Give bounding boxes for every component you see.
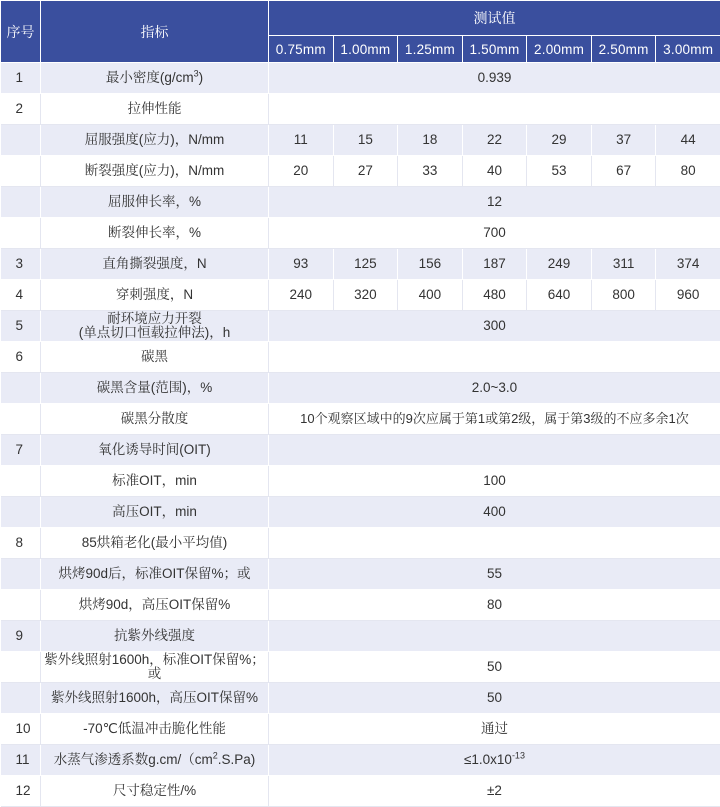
value-cell-all	[269, 528, 720, 559]
indicator-label: 抗紫外线强度	[114, 628, 195, 643]
indicator-label: 氧化诱导时间(OIT)	[98, 442, 211, 457]
indicator-label: -70℃低温冲击脆化性能	[83, 721, 226, 736]
row-indicator-name	[41, 466, 269, 497]
indicator-label: 85烘箱老化(最小平均值)	[82, 535, 228, 550]
indicator-label: 断裂强度(应力)，N/mm	[85, 163, 224, 178]
row-number	[1, 404, 41, 435]
value-cell: 125	[333, 249, 398, 280]
row-indicator-name	[41, 497, 269, 528]
table-row	[1, 745, 720, 776]
value-cell-all	[269, 218, 720, 249]
indicator-label-line2: (单点切口恒载拉伸法)，h	[79, 325, 231, 340]
row-number: 2	[1, 94, 41, 125]
value-cell: 15	[333, 125, 398, 156]
row-number: 3	[1, 249, 41, 280]
row-indicator-name	[41, 249, 269, 280]
header-thickness: 2.00mm	[527, 36, 592, 63]
table-row	[1, 559, 720, 590]
header-thickness: 1.50mm	[462, 36, 527, 63]
indicator-label: 水蒸气渗透系数g.cm/（cm	[54, 752, 213, 767]
table-row	[1, 63, 720, 94]
row-indicator-name	[41, 63, 269, 94]
table-row	[1, 497, 720, 528]
table-row	[1, 652, 720, 683]
row-indicator-name	[41, 125, 269, 156]
row-indicator-name	[41, 311, 269, 342]
table-row	[1, 404, 720, 435]
value-cell: 640	[527, 280, 592, 311]
indicator-label: 碳黑	[141, 349, 168, 364]
row-indicator-name	[41, 94, 269, 125]
value-cell: 27	[333, 156, 398, 187]
table-row	[1, 435, 720, 466]
row-indicator-name	[41, 187, 269, 218]
row-indicator-name	[41, 342, 269, 373]
indicator-label: 屈服强度(应力)，N/mm	[85, 132, 224, 147]
indicator-label: 断裂伸长率，%	[108, 225, 201, 240]
indicator-superscript: 3	[194, 69, 199, 79]
indicator-label-suffix: .S.Pa)	[218, 752, 256, 767]
row-indicator-name	[41, 590, 269, 621]
value-cell: 40	[462, 156, 527, 187]
row-number	[1, 466, 41, 497]
table-row	[1, 528, 720, 559]
row-indicator-name	[41, 745, 269, 776]
row-number	[1, 559, 41, 590]
row-indicator-name	[41, 280, 269, 311]
indicator-label: 高压OIT，min	[112, 504, 197, 519]
indicator-label: 穿刺强度，N	[116, 287, 193, 302]
indicator-label: 碳黑含量(范围)，%	[97, 380, 213, 395]
row-indicator-name	[41, 652, 269, 683]
value-cell-all	[269, 776, 720, 807]
value-cell-all	[269, 187, 720, 218]
row-number	[1, 683, 41, 714]
value-cell-all	[269, 342, 720, 373]
row-indicator-name	[41, 559, 269, 590]
value-text: ≤1.0x10	[464, 752, 512, 767]
value-cell: 29	[527, 125, 592, 156]
value-cell-all	[269, 590, 720, 621]
value-cell: 93	[269, 249, 334, 280]
row-indicator-name	[41, 683, 269, 714]
value-cell-all	[269, 621, 720, 652]
row-number	[1, 373, 41, 404]
value-text: 50	[487, 690, 502, 705]
indicator-label-suffix: )	[199, 70, 204, 85]
table-row	[1, 776, 720, 807]
value-cell-all	[269, 311, 720, 342]
value-cell-all	[269, 466, 720, 497]
indicator-label: 耐环境应力开裂	[107, 311, 202, 326]
indicator-label: 直角撕裂强度，N	[102, 256, 206, 271]
header-thickness: 3.00mm	[656, 36, 720, 63]
value-cell-all	[269, 373, 720, 404]
table-row	[1, 311, 720, 342]
header-thickness: 2.50mm	[591, 36, 656, 63]
row-number: 7	[1, 435, 41, 466]
table-row	[1, 373, 720, 404]
row-indicator-name	[41, 435, 269, 466]
value-cell: 400	[398, 280, 463, 311]
value-text: 55	[487, 566, 502, 581]
value-text: 80	[487, 597, 502, 612]
row-indicator-name	[41, 404, 269, 435]
value-cell: 480	[462, 280, 527, 311]
value-cell: 240	[269, 280, 334, 311]
value-text: 0.939	[478, 70, 512, 85]
value-cell: 249	[527, 249, 592, 280]
value-cell: 187	[462, 249, 527, 280]
row-indicator-name	[41, 528, 269, 559]
row-indicator-name	[41, 156, 269, 187]
value-cell: 320	[333, 280, 398, 311]
indicator-label: 紫外线照射1600h，标准OIT保留%；或	[44, 652, 265, 681]
value-text: 通过	[481, 721, 508, 736]
row-number: 4	[1, 280, 41, 311]
value-text: 700	[483, 225, 506, 240]
table-row	[1, 125, 720, 156]
table-row	[1, 156, 720, 187]
table-row	[1, 280, 720, 311]
value-exponent: -13	[512, 751, 525, 761]
indicator-label: 烘烤90d，高压OIT保留%	[79, 597, 231, 612]
value-cell-all	[269, 63, 720, 94]
indicator-label: 尺寸稳定性/%	[113, 783, 196, 798]
row-number: 5	[1, 311, 41, 342]
value-cell-all	[269, 745, 720, 776]
row-number	[1, 156, 41, 187]
value-cell: 53	[527, 156, 592, 187]
table-row	[1, 466, 720, 497]
row-number: 12	[1, 776, 41, 807]
table-row	[1, 590, 720, 621]
row-number: 1	[1, 63, 41, 94]
value-cell: 67	[591, 156, 656, 187]
row-number: 10	[1, 714, 41, 745]
row-number	[1, 497, 41, 528]
value-cell: 33	[398, 156, 463, 187]
row-indicator-name	[41, 714, 269, 745]
value-text: 400	[483, 504, 506, 519]
value-text: 300	[483, 318, 506, 333]
value-cell: 20	[269, 156, 334, 187]
header-no: 序号	[1, 1, 41, 63]
header-name: 指标	[41, 1, 269, 63]
indicator-label: 碳黑分散度	[121, 411, 189, 426]
value-text: 100	[483, 473, 506, 488]
header-test-values: 测试值	[269, 1, 720, 36]
table-row	[1, 621, 720, 652]
value-cell: 374	[656, 249, 720, 280]
row-number: 11	[1, 745, 41, 776]
indicator-label: 烘烤90d后，标准OIT保留%；或	[58, 566, 250, 581]
value-cell-all	[269, 94, 720, 125]
row-indicator-name	[41, 373, 269, 404]
row-indicator-name	[41, 218, 269, 249]
indicator-superscript: 2	[213, 751, 218, 761]
header-thickness: 1.00mm	[333, 36, 398, 63]
value-text: 2.0~3.0	[472, 380, 517, 395]
row-number: 9	[1, 621, 41, 652]
value-text: ±2	[487, 783, 502, 798]
row-number	[1, 187, 41, 218]
indicator-label: 标准OIT，min	[112, 473, 197, 488]
table-row	[1, 342, 720, 373]
row-number	[1, 125, 41, 156]
value-cell: 44	[656, 125, 720, 156]
table-row	[1, 94, 720, 125]
row-number	[1, 652, 41, 683]
table-body	[1, 63, 720, 807]
value-cell-all	[269, 559, 720, 590]
row-indicator-name	[41, 621, 269, 652]
header-thickness: 0.75mm	[269, 36, 334, 63]
row-number	[1, 218, 41, 249]
value-cell: 22	[462, 125, 527, 156]
value-cell: 156	[398, 249, 463, 280]
value-cell-all	[269, 652, 720, 683]
value-cell: 11	[269, 125, 334, 156]
header-thickness: 1.25mm	[398, 36, 463, 63]
value-cell: 80	[656, 156, 720, 187]
indicator-label: 最小密度(g/cm	[106, 70, 194, 85]
row-indicator-name	[41, 776, 269, 807]
value-cell: 960	[656, 280, 720, 311]
value-cell: 37	[591, 125, 656, 156]
row-number: 8	[1, 528, 41, 559]
value-cell: 800	[591, 280, 656, 311]
table-row	[1, 218, 720, 249]
indicator-label: 拉伸性能	[128, 101, 182, 116]
table-row	[1, 187, 720, 218]
indicator-label: 屈服伸长率，%	[108, 194, 201, 209]
value-cell-all	[269, 714, 720, 745]
value-cell-all	[269, 683, 720, 714]
table-row	[1, 683, 720, 714]
value-cell: 311	[591, 249, 656, 280]
value-text: 12	[487, 194, 502, 209]
table-row	[1, 249, 720, 280]
row-number	[1, 590, 41, 621]
row-number: 6	[1, 342, 41, 373]
value-text: 10个观察区域中的9次应属于第1或第2级，属于第3级的不应多余1次	[300, 411, 689, 426]
value-cell-all	[269, 435, 720, 466]
table-row	[1, 714, 720, 745]
value-text: 50	[487, 659, 502, 674]
value-cell-all	[269, 497, 720, 528]
indicator-label: 紫外线照射1600h，高压OIT保留%	[51, 690, 258, 705]
value-cell: 18	[398, 125, 463, 156]
value-cell-all	[269, 404, 720, 435]
